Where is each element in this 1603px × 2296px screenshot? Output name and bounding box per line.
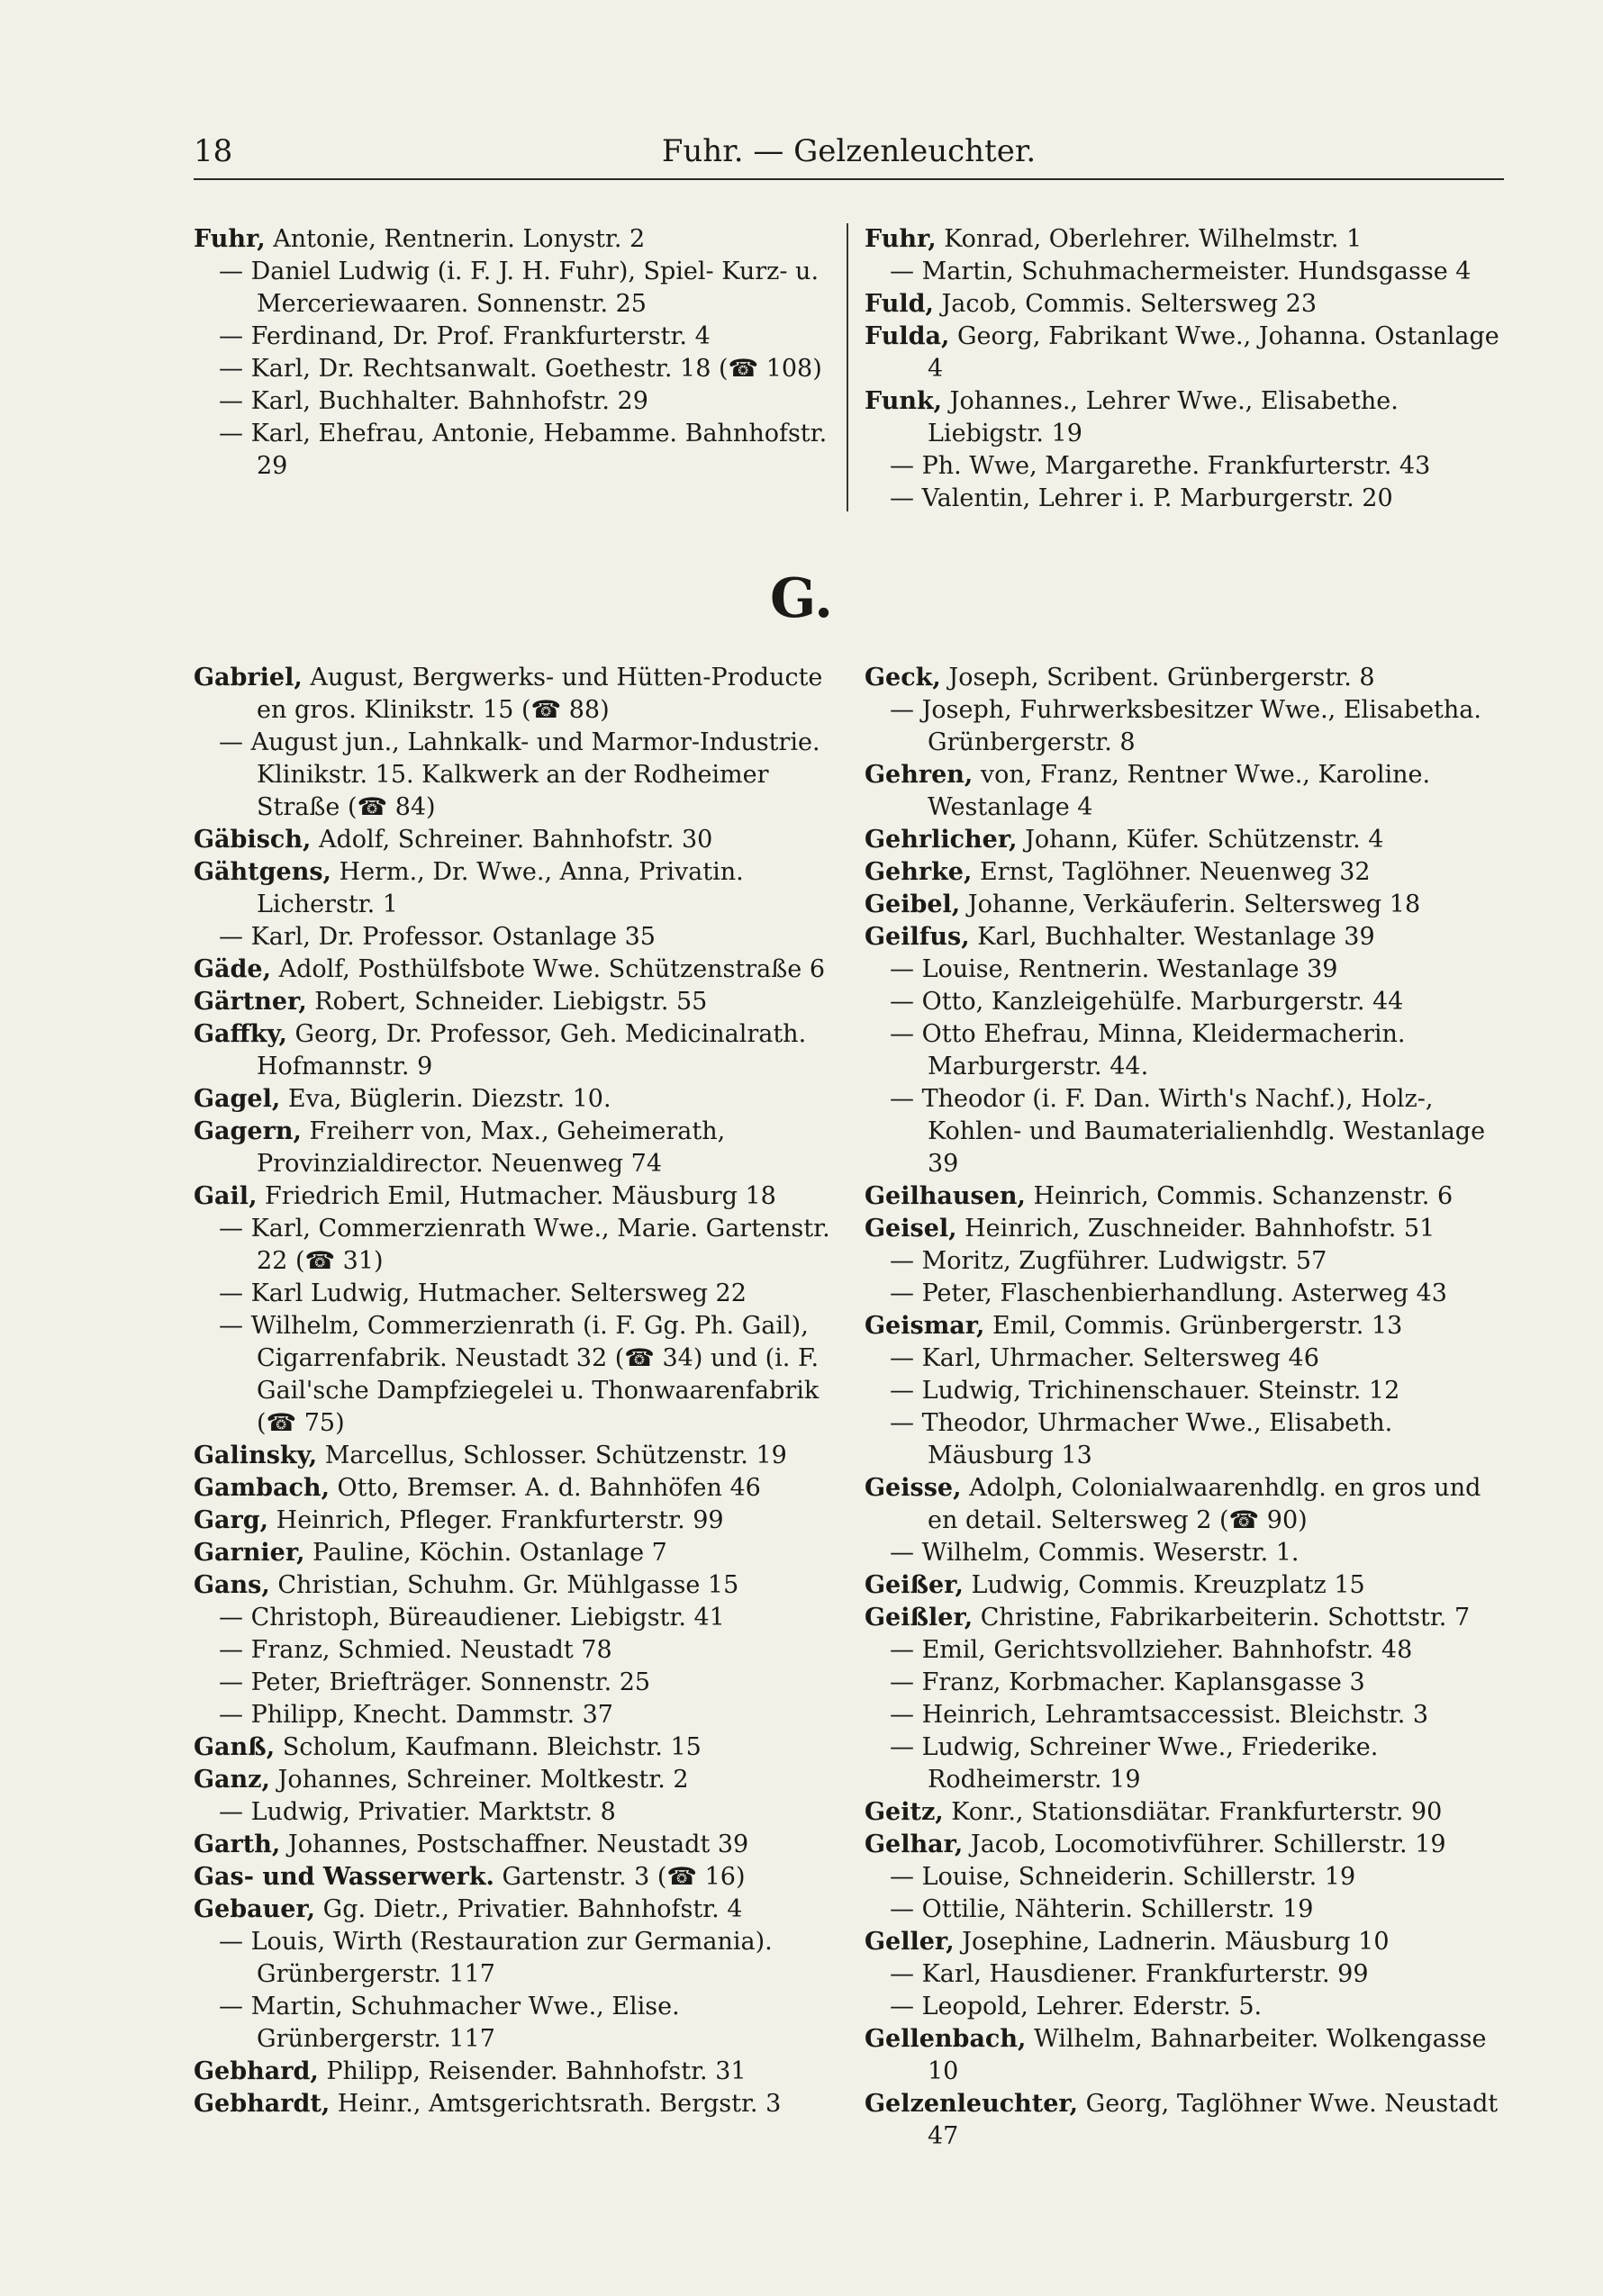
entry-details: — Valentin, Lehrer i. P. Marburgerstr. 20 [890, 484, 1393, 512]
entry-details: — Ludwig, Privatier. Marktstr. 8 [219, 1798, 616, 1826]
entry-details: Robert, Schneider. Liebigstr. 55 [306, 988, 708, 1016]
directory-entry [865, 1180, 1513, 1213]
directory-entry [194, 1278, 842, 1310]
entry-details: — Ph. Wwe, Margarethe. Frankfurterstr. 43 [890, 452, 1431, 480]
entry-details: — Franz, Korbmacher. Kaplansgasse 3 [890, 1668, 1365, 1696]
directory-entry [865, 1342, 1513, 1375]
directory-entry [865, 385, 1513, 450]
entry-details: Otto, Bremser. A. d. Bahnhöfen 46 [329, 1474, 761, 1502]
entry-details: — Christoph, Büreaudiener. Liebigstr. 41 [219, 1604, 725, 1632]
directory-entry [194, 1569, 842, 1602]
directory-entry [194, 1926, 842, 1991]
entry-details: Ludwig, Commis. Kreuzplatz 15 [963, 1571, 1365, 1599]
directory-entry [194, 1861, 842, 1894]
entry-details: Friedrich Emil, Hutmacher. Mäusburg 18 [257, 1182, 776, 1210]
directory-entry [865, 1569, 1513, 1602]
entry-details: — Moritz, Zugführer. Ludwigstr. 57 [890, 1247, 1327, 1275]
directory-entry [194, 1018, 842, 1083]
directory-entry [194, 986, 842, 1018]
entry-details: — Wilhelm, Commis. Weserstr. 1. [890, 1539, 1300, 1567]
entry-details: Karl, Buchhalter. Westanlage 39 [969, 923, 1375, 951]
directory-entry [865, 921, 1513, 954]
directory-entry [194, 662, 842, 727]
directory-entry [194, 1180, 842, 1213]
entry-details: — Karl Ludwig, Hutmacher. Seltersweg 22 [219, 1279, 747, 1307]
directory-entry [194, 1537, 842, 1569]
entry-details: — Peter, Flaschenbierhandlung. Asterweg 43 [890, 1279, 1447, 1307]
directory-entry [194, 921, 842, 954]
directory-entry [865, 1278, 1513, 1310]
entry-surname: Fulda, [865, 322, 950, 350]
directory-entry [194, 353, 842, 385]
entry-details: Heinr., Amtsgerichtsrath. Bergstr. 3 [330, 2090, 782, 2118]
header-rule [194, 178, 1504, 180]
entry-details: — Louise, Schneiderin. Schillerstr. 19 [890, 1863, 1356, 1891]
directory-entry [194, 856, 842, 921]
entry-details: Christian, Schuhm. Gr. Mühlgasse 15 [269, 1571, 739, 1599]
entry-surname: Fuld, [865, 290, 934, 318]
directory-entry [865, 1634, 1513, 1667]
entry-details: — Theodor (i. F. Dan. Wirth's Nachf.), Holz-, Kohlen- und Baumaterialienhdlg. Westanlage 39 [890, 1085, 1486, 1178]
entry-surname: Gagel, [194, 1085, 281, 1113]
entry-details: Emil, Commis. Grünbergerstr. 13 [984, 1312, 1403, 1340]
directory-entry [865, 1958, 1513, 1991]
entry-details: Pauline, Köchin. Ostanlage 7 [304, 1539, 667, 1567]
directory-entry [865, 1991, 1513, 2023]
directory-entry [865, 483, 1513, 515]
directory-entry [865, 1310, 1513, 1342]
entry-details: — Theodor, Uhrmacher Wwe., Elisabeth. Mäusburg 13 [890, 1409, 1393, 1469]
entry-surname: Gelzenleuchter, [865, 2090, 1079, 2118]
directory-entry [865, 694, 1513, 759]
running-head: Fuhr. — Gelzenleuchter. [661, 133, 1037, 169]
directory-entry [194, 1894, 842, 1926]
entry-surname: Garth, [194, 1830, 281, 1858]
directory-entry [194, 824, 842, 856]
directory-entry [865, 1829, 1513, 1861]
entry-details: — Leopold, Lehrer. Ederstr. 5. [890, 1993, 1263, 2020]
entry-surname: Geißer, [865, 1571, 964, 1599]
entry-surname: Geitz, [865, 1798, 944, 1826]
entry-details: Georg, Taglöhner Wwe. Neustadt 47 [928, 2090, 1499, 2150]
directory-entry [865, 223, 1513, 256]
entry-details: Gartenstr. 3 (☎ 16) [494, 1863, 746, 1891]
entry-surname: Garnier, [194, 1539, 305, 1567]
entry-details: Eva, Büglerin. Diezstr. 10. [280, 1085, 611, 1113]
entry-details: — Ludwig, Trichinenschauer. Steinstr. 12 [890, 1377, 1400, 1405]
entry-details: Heinrich, Commis. Schanzenstr. 6 [1025, 1182, 1454, 1210]
entry-surname: Fuhr, [194, 225, 266, 253]
entry-details: — Karl, Commerzienrath Wwe., Marie. Gartenstr. 22 (☎ 31) [219, 1215, 830, 1275]
entry-surname: Geilhausen, [865, 1182, 1026, 1210]
entry-details: — Karl, Buchhalter. Bahnhofstr. 29 [219, 387, 648, 415]
directory-entry [865, 1407, 1513, 1472]
entry-details: Christine, Fabrikarbeiterin. Schottstr. 7 [973, 1604, 1471, 1632]
directory-entry [865, 450, 1513, 483]
entry-details: Philipp, Reisender. Bahnhofstr. 31 [318, 2057, 747, 2085]
entry-details: — Ludwig, Schreiner Wwe., Friederike. Rodheimerstr. 19 [890, 1733, 1379, 1794]
entry-surname: Geck, [865, 664, 941, 692]
entry-surname: Geibel, [865, 890, 961, 918]
entry-details: — Martin, Schuhmacher Wwe., Elise. Grünbergerstr. 117 [219, 1993, 680, 2053]
entry-surname: Gebhard, [194, 2057, 319, 2085]
entry-details: Adolph, Colonialwaarenhdlg. en gros und en detail. Seltersweg 2 (☎ 90) [928, 1474, 1481, 1534]
directory-entry [194, 1213, 842, 1278]
entry-surname: Gäde, [194, 955, 272, 983]
directory-entry [194, 727, 842, 824]
entry-details: — Karl, Dr. Professor. Ostanlage 35 [219, 923, 656, 951]
entry-details: Wilhelm, Bahnarbeiter. Wolkengasse 10 [928, 2025, 1487, 2085]
directory-entry [865, 1375, 1513, 1407]
directory-entry [194, 321, 842, 353]
entry-surname: Gehrke, [865, 858, 973, 886]
entry-surname: Gans, [194, 1571, 270, 1599]
entry-details: Ernst, Taglöhner. Neuenweg 32 [972, 858, 1371, 886]
directory-entry [865, 321, 1513, 385]
directory-entry [865, 2023, 1513, 2088]
top-left-column [194, 223, 842, 483]
directory-entry [194, 1440, 842, 1472]
entry-surname: Gehren, [865, 761, 974, 789]
entry-details: Joseph, Scribent. Grünbergerstr. 8 [940, 664, 1375, 692]
entry-details: Heinrich, Pfleger. Frankfurterstr. 99 [268, 1506, 724, 1534]
directory-entry [194, 1796, 842, 1829]
bottom-right-column [865, 662, 1513, 2153]
directory-entry [194, 1699, 842, 1731]
entry-details: Georg, Dr. Professor, Geh. Medicinalrath. Hofmannstr. 9 [257, 1020, 807, 1080]
directory-entry [865, 1667, 1513, 1699]
directory-entry [194, 1634, 842, 1667]
bottom-left-column [194, 662, 842, 2120]
entry-surname: Geisse, [865, 1474, 962, 1502]
directory-entry [865, 288, 1513, 321]
entry-surname: Galinsky, [194, 1442, 318, 1469]
entry-surname: Gaffky, [194, 1020, 287, 1048]
entry-details: — Heinrich, Lehramtsaccessist. Bleichstr. 3 [890, 1701, 1429, 1729]
directory-entry [865, 1213, 1513, 1245]
entry-surname: Gas- und Wasserwerk. [194, 1863, 494, 1891]
directory-entry [194, 1472, 842, 1505]
entry-details: Adolf, Posthülfsbote Wwe. Schützenstraße 6 [271, 955, 826, 983]
entry-details: — Karl, Hausdiener. Frankfurterstr. 99 [890, 1960, 1369, 1988]
directory-entry [194, 1083, 842, 1116]
entry-surname: Gehrlicher, [865, 826, 1018, 854]
entry-surname: Gelhar, [865, 1830, 964, 1858]
entry-details: — Peter, Briefträger. Sonnenstr. 25 [219, 1668, 651, 1696]
entry-surname: Gäbisch, [194, 826, 312, 854]
entry-details: — Karl, Ehefrau, Antonie, Hebamme. Bahnhofstr. 29 [219, 420, 828, 480]
directory-entry [194, 1667, 842, 1699]
directory-entry [865, 1926, 1513, 1958]
entry-surname: Gellenbach, [865, 2025, 1027, 2053]
directory-entry [194, 1602, 842, 1634]
directory-entry [865, 1699, 1513, 1731]
entry-surname: Geilfus, [865, 923, 970, 951]
entry-details: August, Bergwerks- und Hütten-Producte en gros. Klinikstr. 15 (☎ 88) [257, 664, 823, 724]
directory-entry [865, 1731, 1513, 1796]
entry-details: Freiherr von, Max., Geheimerath, Provinzialdirector. Neuenweg 74 [257, 1117, 726, 1178]
directory-entry [194, 954, 842, 986]
entry-surname: Garg, [194, 1506, 269, 1534]
directory-entry [194, 1116, 842, 1180]
entry-details: Herm., Dr. Wwe., Anna, Privatin. Licherstr. 1 [257, 858, 744, 918]
entry-details: Josephine, Ladnerin. Mäusburg 10 [954, 1928, 1390, 1956]
entry-surname: Ganz, [194, 1766, 270, 1794]
entry-details: Gg. Dietr., Privatier. Bahnhofstr. 4 [315, 1895, 743, 1923]
directory-entry [194, 1764, 842, 1796]
entry-details: Johanne, Verkäuferin. Seltersweg 18 [960, 890, 1421, 918]
entry-details: Georg, Fabrikant Wwe., Johanna. Ostanlage 4 [928, 322, 1499, 383]
entry-surname: Geisel, [865, 1215, 957, 1243]
entry-details: — Joseph, Fuhrwerksbesitzer Wwe., Elisabetha. Grünbergerstr. 8 [890, 696, 1481, 756]
entry-surname: Gabriel, [194, 664, 303, 692]
entry-details: von, Franz, Rentner Wwe., Karoline. Westanlage 4 [928, 761, 1431, 821]
directory-entry [194, 2056, 842, 2088]
entry-details: — Ottilie, Nähterin. Schillerstr. 19 [890, 1895, 1314, 1923]
directory-entry [194, 1829, 842, 1861]
directory-entry [194, 256, 842, 321]
entry-details: — Wilhelm, Commerzienrath (i. F. Gg. Ph. Gail), Cigarrenfabrik. Neustadt 32 (☎ 34) und (i. F. Gail'sche Dampfziegelei u. Thonwaarenfabrik (☎ 75) [219, 1312, 820, 1437]
entry-surname: Gärtner, [194, 988, 307, 1016]
entry-surname: Geller, [865, 1928, 955, 1956]
directory-entry [194, 1731, 842, 1764]
entry-details: Konrad, Oberlehrer. Wilhelmstr. 1 [936, 225, 1363, 253]
entry-details: Johann, Küfer. Schützenstr. 4 [1017, 826, 1384, 854]
entry-details: — Karl, Dr. Rechtsanwalt. Goethestr. 18 (☎ 108) [219, 355, 822, 383]
column-divider [847, 223, 848, 511]
entry-details: — Franz, Schmied. Neustadt 78 [219, 1636, 612, 1664]
directory-entry [194, 418, 842, 483]
entry-details: Heinrich, Zuschneider. Bahnhofstr. 51 [956, 1215, 1435, 1243]
entry-surname: Gagern, [194, 1117, 302, 1145]
page-header [194, 133, 1504, 178]
directory-entry [865, 1245, 1513, 1278]
directory-entry [865, 759, 1513, 824]
entry-details: — Karl, Uhrmacher. Seltersweg 46 [890, 1344, 1319, 1372]
entry-details: Johannes, Schreiner. Moltkestr. 2 [269, 1766, 689, 1794]
entry-details: Jacob, Commis. Seltersweg 23 [933, 290, 1317, 318]
entry-details: — Otto, Kanzleigehülfe. Marburgerstr. 44 [890, 988, 1404, 1016]
entry-details: Johannes, Postschaffner. Neustadt 39 [280, 1830, 749, 1858]
entry-details: — Daniel Ludwig (i. F. J. H. Fuhr), Spiel- Kurz- u. Merceriewaaren. Sonnenstr. 25 [219, 258, 820, 318]
directory-entry [865, 1083, 1513, 1180]
entry-details: Antonie, Rentnerin. Lonystr. 2 [265, 225, 646, 253]
directory-entry [865, 256, 1513, 288]
entry-details: Marcellus, Schlosser. Schützenstr. 19 [317, 1442, 787, 1469]
entry-details: — Louise, Rentnerin. Westanlage 39 [890, 955, 1338, 983]
entry-surname: Funk, [865, 387, 943, 415]
entry-details: Konr., Stationsdiätar. Frankfurterstr. 90 [943, 1798, 1443, 1826]
entry-details: — Otto Ehefrau, Minna, Kleidermacherin. Marburgerstr. 44. [890, 1020, 1406, 1080]
directory-entry [865, 889, 1513, 921]
entry-surname: Gail, [194, 1182, 258, 1210]
entry-details: Adolf, Schreiner. Bahnhofstr. 30 [311, 826, 713, 854]
entry-details: — Louis, Wirth (Restauration zur Germania). Grünbergerstr. 117 [219, 1928, 773, 1988]
directory-entry [865, 1894, 1513, 1926]
entry-surname: Geismar, [865, 1312, 985, 1340]
directory-entry [865, 2088, 1513, 2153]
directory-entry [194, 223, 842, 256]
entry-surname: Fuhr, [865, 225, 937, 253]
directory-entry [865, 1796, 1513, 1829]
directory-entry [865, 824, 1513, 856]
entry-details: — Philipp, Knecht. Dammstr. 37 [219, 1701, 613, 1729]
directory-entry [865, 1472, 1513, 1537]
entry-surname: Gebhardt, [194, 2090, 331, 2118]
directory-entry [865, 1861, 1513, 1894]
entry-surname: Ganß, [194, 1733, 276, 1761]
section-letter: G. [770, 567, 833, 630]
directory-entry [194, 1310, 842, 1440]
entry-details: Jacob, Locomotivführer. Schillerstr. 19 [963, 1830, 1446, 1858]
directory-entry [865, 662, 1513, 694]
entry-details: Johannes., Lehrer Wwe., Elisabethe. Liebigstr. 19 [928, 387, 1399, 447]
entry-details: — Ferdinand, Dr. Prof. Frankfurterstr. 4 [219, 322, 711, 350]
directory-entry [865, 1602, 1513, 1634]
entry-details: — Martin, Schuhmachermeister. Hundsgasse 4 [890, 258, 1472, 285]
directory-entry [194, 385, 842, 418]
directory-entry [194, 1505, 842, 1537]
entry-surname: Gebauer, [194, 1895, 316, 1923]
entry-surname: Gähtgens, [194, 858, 331, 886]
directory-entry [865, 986, 1513, 1018]
entry-surname: Gambach, [194, 1474, 330, 1502]
directory-entry [865, 1018, 1513, 1083]
directory-entry [194, 1991, 842, 2056]
entry-surname: Geißler, [865, 1604, 974, 1632]
directory-entry [865, 1537, 1513, 1569]
page-number: 18 [194, 133, 233, 169]
entry-details: — August jun., Lahnkalk- und Marmor-Industrie. Klinikstr. 15. Kalkwerk an der Rodheimer Straße (☎ 84) [219, 728, 820, 821]
entry-details: — Emil, Gerichtsvollzieher. Bahnhofstr. 48 [890, 1636, 1413, 1664]
directory-entry [194, 2088, 842, 2120]
directory-entry [865, 856, 1513, 889]
directory-entry [865, 954, 1513, 986]
entry-details: Scholum, Kaufmann. Bleichstr. 15 [275, 1733, 702, 1761]
top-right-column [865, 223, 1513, 515]
